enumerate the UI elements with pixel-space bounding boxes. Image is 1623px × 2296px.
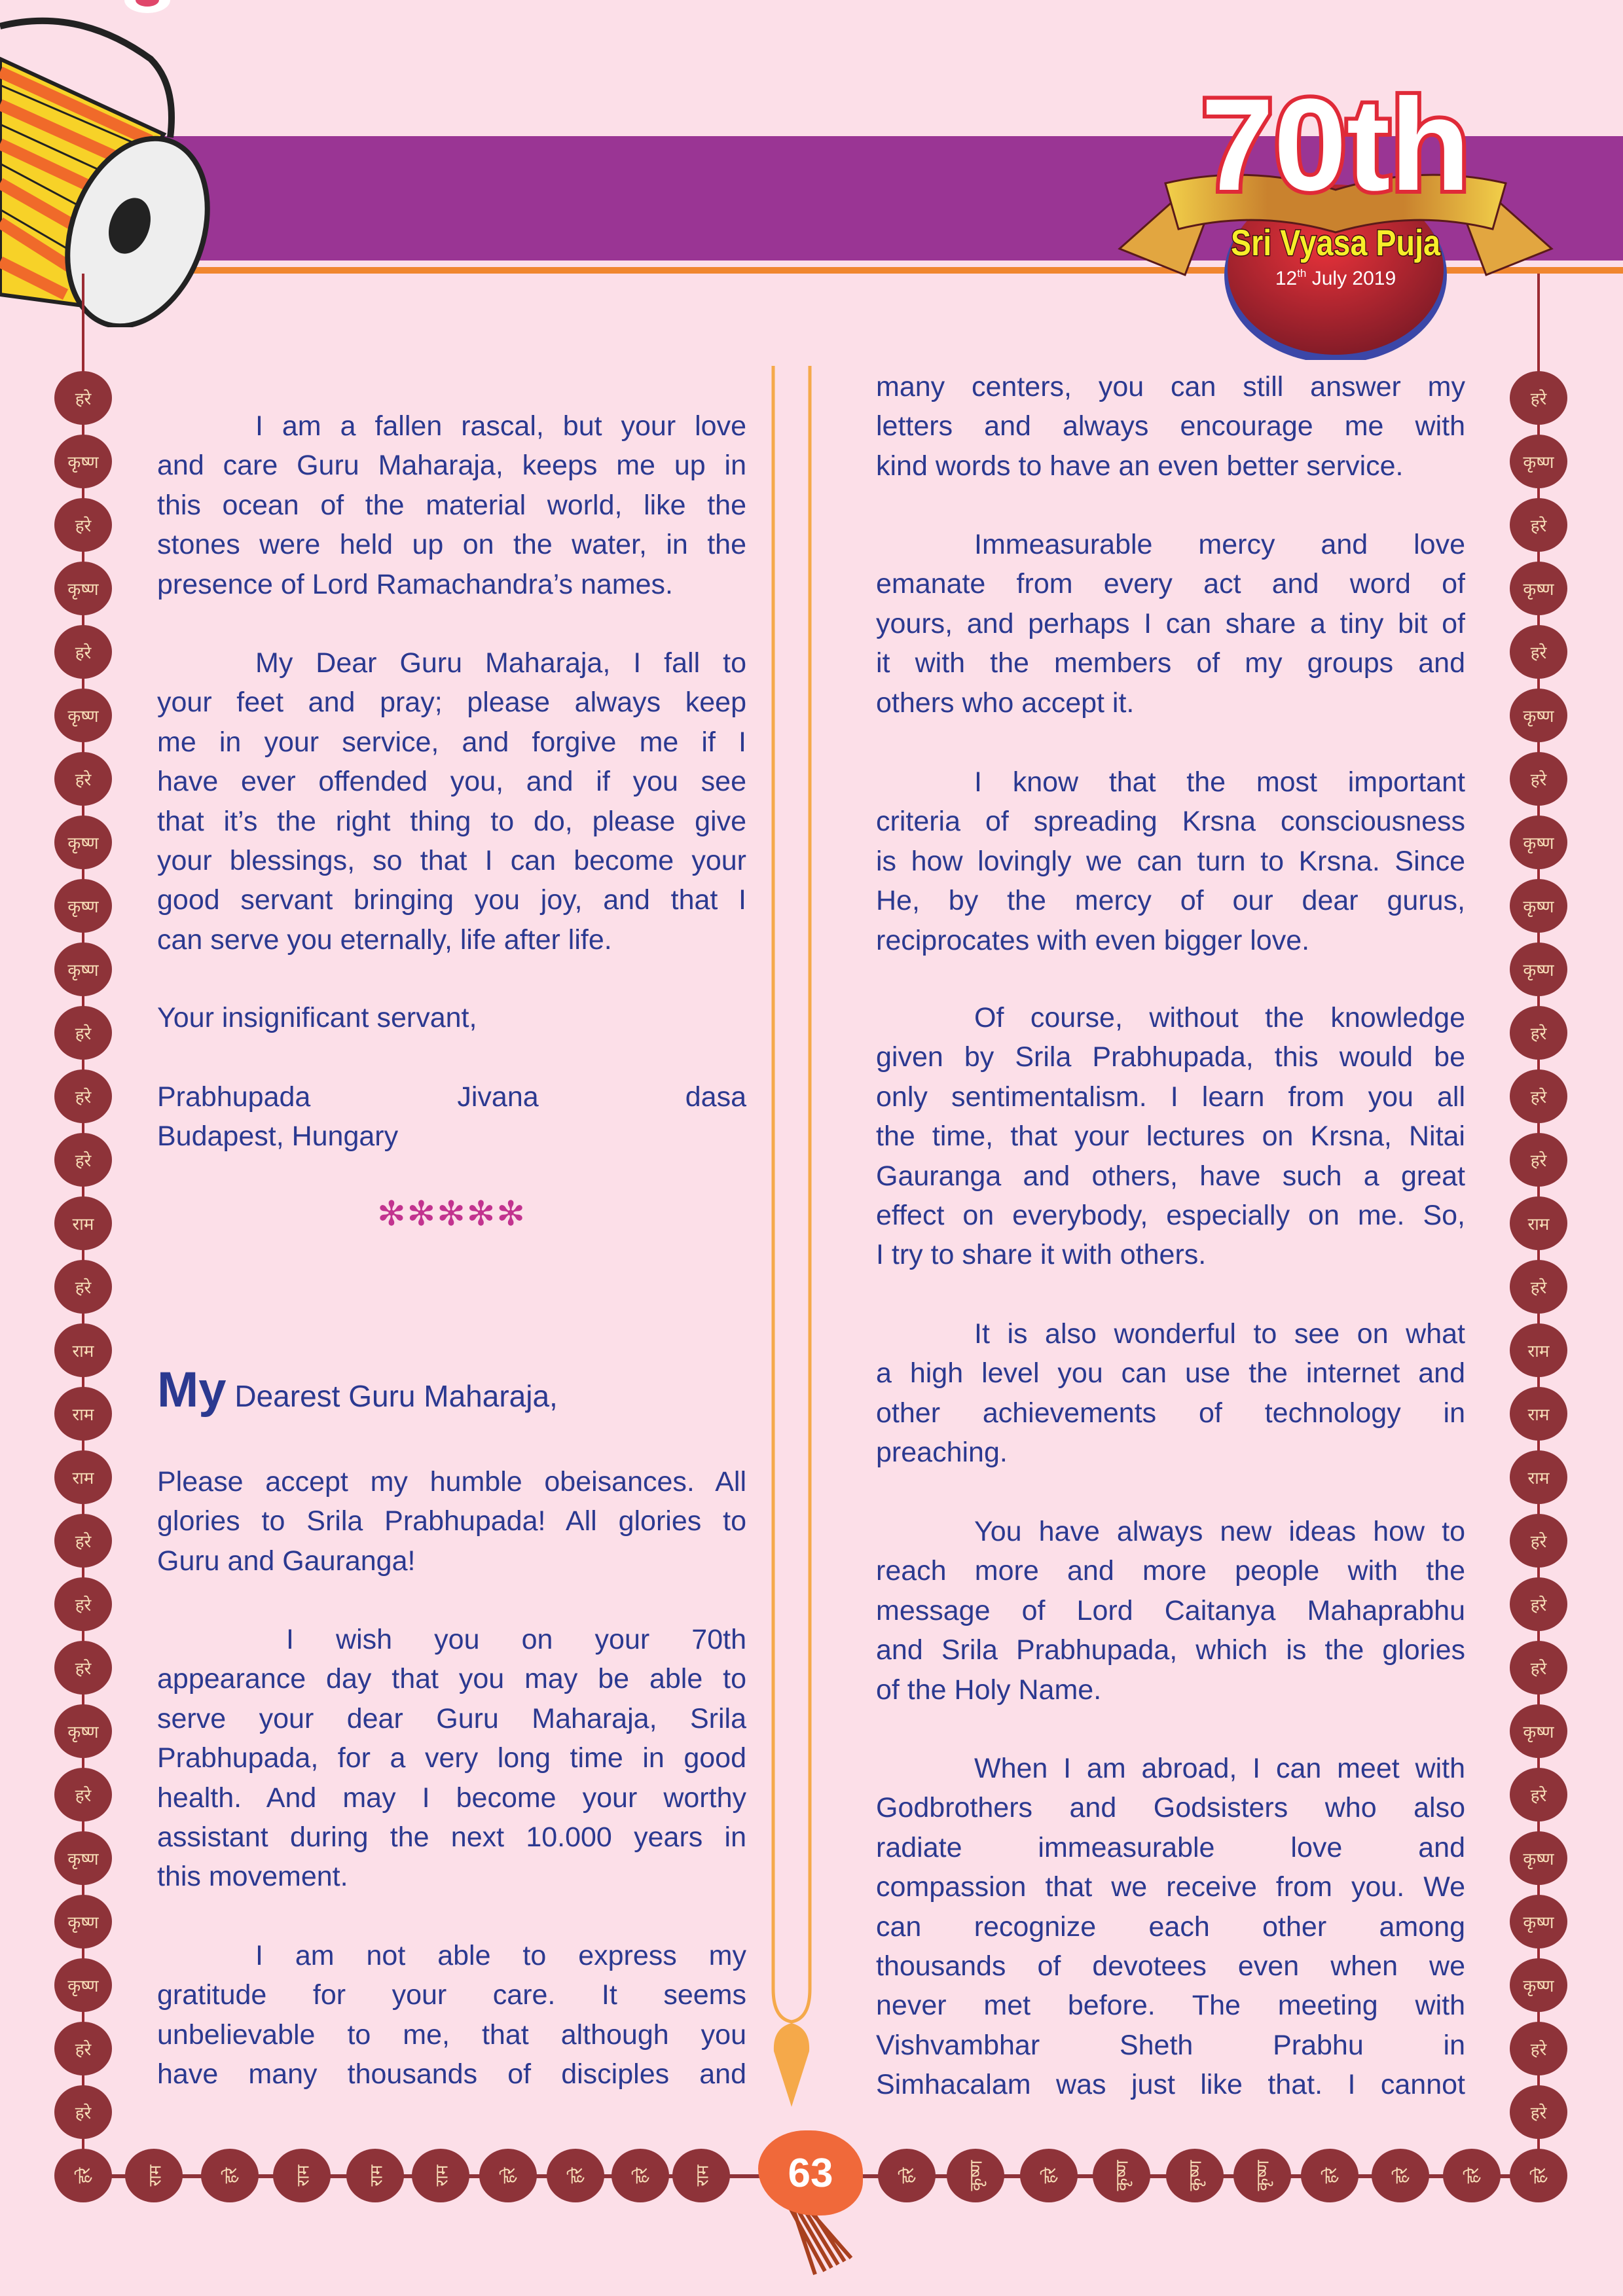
japa-bead xyxy=(1510,1514,1567,1568)
text-line: Please accept my humble obeisances. All xyxy=(157,1466,746,1498)
japa-bead xyxy=(54,1768,112,1821)
text-line: effect on everybody, especially on me. So, xyxy=(876,1199,1465,1231)
japa-bead xyxy=(1510,879,1567,933)
japa-bead xyxy=(1510,2085,1567,2139)
japa-bead xyxy=(54,498,112,552)
text-line: I know that the most important xyxy=(974,766,1465,798)
paragraph xyxy=(157,643,746,960)
bead-label: कृष्ण xyxy=(67,897,99,917)
japa-bead xyxy=(54,1958,112,2012)
bead-label: हरे xyxy=(1530,2040,1547,2060)
text-line: It is also wonderful to see on what xyxy=(974,1318,1465,1350)
bead-label: कृष्ण xyxy=(67,834,99,853)
text-line: Budapest, Hungary xyxy=(157,1121,399,1153)
japa-bead xyxy=(346,2149,404,2202)
bead-label: कृष्ण xyxy=(1523,1913,1554,1933)
bead-label: कृष्ण xyxy=(67,580,99,600)
japa-bead xyxy=(54,2085,112,2139)
bead-label: कृष्ण xyxy=(67,1913,99,1933)
bead-label: हरे xyxy=(1530,1532,1547,1552)
bead-label: हरे xyxy=(75,2104,92,2123)
japa-bead xyxy=(1510,1260,1567,1314)
text-line: reach more and more people with the xyxy=(876,1555,1465,1587)
bead-label: कृष्ण xyxy=(1523,1977,1554,1996)
bead-label: कृष्ण xyxy=(1523,897,1554,917)
text-line: Guru and Gauranga! xyxy=(157,1545,416,1577)
text-line: presence of Lord Ramachandra’s names. xyxy=(157,568,673,600)
text-line: a high level you can use the internet and xyxy=(876,1357,1465,1390)
bead-label: हरे xyxy=(1040,2167,1060,2184)
bead-label: हरे xyxy=(74,2167,94,2184)
bead-label: हरे xyxy=(1530,1151,1547,1171)
japa-bead xyxy=(54,879,112,933)
section-separator-stars: ✻✻✻✻✻ xyxy=(377,1195,526,1233)
bead-label: हरे xyxy=(75,516,92,536)
japa-bead xyxy=(672,2149,730,2202)
bead-label: हरे xyxy=(221,2167,241,2184)
japa-bead xyxy=(54,1006,112,1060)
text-line: unbelievable to me, that although you xyxy=(157,2018,746,2051)
text-line: letters and always encourage me with xyxy=(876,410,1465,442)
japa-bead xyxy=(1510,1196,1567,1250)
japa-bead xyxy=(1510,816,1567,869)
japa-bead xyxy=(479,2149,537,2202)
text-line: appearance day that you may be able to xyxy=(157,1663,746,1695)
japa-bead xyxy=(878,2149,936,2202)
text-line: kind words to have an even better service. xyxy=(876,450,1404,482)
japa-bead xyxy=(1233,2149,1291,2202)
text-line: You have always new ideas how to xyxy=(974,1516,1465,1547)
bead-label: हरे xyxy=(1530,770,1547,790)
bead-label: हरे xyxy=(1530,1786,1547,1806)
page-number: 63 xyxy=(758,2130,863,2215)
bead-label: राम xyxy=(1527,1215,1550,1234)
bead-label: हरे xyxy=(1529,2167,1550,2184)
bead-label: हरे xyxy=(1530,1024,1547,1044)
japa-bead xyxy=(54,2149,112,2202)
japa-bead xyxy=(54,562,112,615)
japa-bead xyxy=(54,625,112,679)
japa-bead xyxy=(54,1387,112,1441)
japa-bead xyxy=(1510,1704,1567,1758)
bead-label: हरे xyxy=(1321,2167,1341,2184)
bead-label: हरे xyxy=(75,1659,92,1679)
text-line: the time, that your lectures on Krsna, Nitai xyxy=(876,1121,1465,1153)
japa-bead xyxy=(54,1450,112,1504)
text-line: gratitude for your care. It seems xyxy=(157,1979,746,2011)
text-line: I am a fallen rascal, but your love xyxy=(255,410,746,442)
bead-label: राम xyxy=(431,2164,452,2187)
japa-bead xyxy=(54,1069,112,1123)
letter-salutation-heading xyxy=(157,1361,558,1418)
japa-bead xyxy=(1510,498,1567,552)
bead-label: हरे xyxy=(631,2167,651,2184)
text-line: reciprocates with even bigger love. xyxy=(876,924,1310,956)
text-line: Vishvambhar Sheth Prabhu in xyxy=(876,2029,1465,2061)
bead-label: हरे xyxy=(75,1278,92,1298)
text-line: compassion that we receive from you. We xyxy=(876,1871,1465,1903)
bead-label: कृष्ण xyxy=(1523,580,1554,600)
japa-bead xyxy=(547,2149,604,2202)
text-line: thousands of devotees even when we xyxy=(876,1950,1465,1982)
text-line: yours, and perhaps I can share a tiny bit of xyxy=(876,607,1465,639)
bead-label: हरे xyxy=(1530,643,1547,663)
badge-date: 12th July 2019 xyxy=(1275,267,1396,289)
text-line: is how lovingly we can turn to Krsna. Since xyxy=(876,845,1465,877)
text-line: Of course, without the knowledge xyxy=(974,1002,1465,1033)
bead-label: कृष्ण xyxy=(67,1850,99,1869)
text-line: criteria of spreading Krsna consciousness xyxy=(876,806,1465,838)
japa-bead xyxy=(1510,625,1567,679)
paragraph xyxy=(876,1314,1465,1473)
badge-number: 70th xyxy=(1201,72,1470,218)
anniversary-badge xyxy=(1106,59,1565,360)
text-line: can serve you eternally, life after life. xyxy=(157,924,612,956)
japa-bead xyxy=(54,689,112,742)
japa-bead xyxy=(947,2149,1004,2202)
bead-label: हरे xyxy=(1530,389,1547,409)
text-line: message of Lord Caitanya Mahaprabhu xyxy=(876,1594,1465,1626)
text-line: only sentimentalism. I learn from you all xyxy=(876,1081,1465,1113)
japa-bead xyxy=(54,2022,112,2075)
paragraph xyxy=(876,1512,1465,1710)
text-line: and Srila Prabhupada, which is the glories xyxy=(876,1634,1465,1666)
bead-label: कृष्ण xyxy=(1186,2160,1206,2191)
text-line: of the Holy Name. xyxy=(876,1674,1102,1706)
japa-bead xyxy=(1510,1958,1567,2012)
japa-bead xyxy=(1510,1831,1567,1885)
japa-bead xyxy=(1020,2149,1078,2202)
japa-bead xyxy=(54,435,112,488)
japa-bead xyxy=(1510,1069,1567,1123)
bead-label: हरे xyxy=(1530,1596,1547,1615)
japa-bead xyxy=(54,1641,112,1695)
bead-label: राम xyxy=(1527,1342,1550,1361)
text-line: I am not able to express my xyxy=(255,1940,746,1971)
text-line: Immeasurable mercy and love xyxy=(974,529,1465,560)
japa-bead xyxy=(54,752,112,806)
japa-bead xyxy=(611,2149,669,2202)
japa-bead xyxy=(273,2149,331,2202)
bead-label: कृष्ण xyxy=(1112,2160,1133,2191)
text-line: My Dear Guru Maharaja, I fall to xyxy=(255,647,746,679)
text-line: can recognize each other among xyxy=(876,1910,1465,1943)
japa-bead xyxy=(1510,1895,1567,1948)
text-line: Your insignificant servant, xyxy=(157,1002,477,1033)
bead-label: राम xyxy=(72,1342,94,1361)
paragraph xyxy=(157,1620,746,1897)
japa-bead xyxy=(1510,1323,1567,1377)
text-line: this ocean of the material world, like the xyxy=(157,489,746,521)
paragraph xyxy=(876,998,1465,1275)
text-line: that it’s the right thing to do, please give xyxy=(157,805,746,837)
bead-label: राम xyxy=(1527,1405,1550,1425)
text-line: Godbrothers and Godsisters who also xyxy=(876,1792,1465,1824)
japa-bead xyxy=(1510,562,1567,615)
japa-bead xyxy=(1510,1006,1567,1060)
bead-label: हरे xyxy=(1463,2167,1483,2184)
japa-bead xyxy=(54,816,112,869)
bead-label: राम xyxy=(1527,1469,1550,1488)
japa-bead xyxy=(54,1704,112,1758)
paragraph xyxy=(157,1936,746,2094)
paragraph xyxy=(876,1749,1465,2105)
text-line: emanate from every act and word of xyxy=(876,568,1465,600)
japa-bead xyxy=(1510,371,1567,425)
bead-label: कृष्ण xyxy=(67,1977,99,1996)
paragraph xyxy=(157,406,746,604)
text-line: this movement. xyxy=(157,1861,348,1893)
bead-label: हरे xyxy=(566,2167,587,2184)
text-line: radiate immeasurable love and xyxy=(876,1831,1465,1863)
paragraph xyxy=(876,367,1465,486)
bead-label: हरे xyxy=(1530,1659,1547,1679)
text-line: Prabhupada Jivana dasa xyxy=(157,1081,746,1113)
mridanga-drum-illustration xyxy=(0,0,216,327)
text-line: I wish you on your 70th xyxy=(286,1624,746,1655)
bead-label: हरे xyxy=(75,643,92,663)
japa-bead xyxy=(54,1260,112,1314)
japa-bead xyxy=(1510,1577,1567,1631)
japa-bead xyxy=(1301,2149,1359,2202)
bead-label: हरे xyxy=(75,2040,92,2060)
japa-bead xyxy=(1510,1450,1567,1504)
text-line: I try to share it with others. xyxy=(876,1239,1207,1271)
text-line: others who accept it. xyxy=(876,687,1135,719)
text-line: Prabhupada, for a very long time in good xyxy=(157,1742,746,1774)
badge-title: Sri Vyasa Puja xyxy=(1231,222,1441,263)
paragraph xyxy=(157,998,746,1037)
japa-bead xyxy=(54,371,112,425)
bead-label: कृष्ण xyxy=(67,1723,99,1742)
salutation-text: Dearest Guru Maharaja, xyxy=(226,1379,558,1413)
japa-bead xyxy=(54,1895,112,1948)
bead-label: हरे xyxy=(75,1596,92,1615)
japa-bead xyxy=(54,1831,112,1885)
japa-bead xyxy=(1510,1133,1567,1187)
bead-label: राम xyxy=(72,1215,94,1234)
tassel-icon xyxy=(786,2206,858,2278)
bead-label: हरे xyxy=(499,2167,519,2184)
text-line: and care Guru Maharaja, keeps me up in xyxy=(157,450,746,482)
text-line: your feet and pray; please always keep xyxy=(157,687,746,719)
drop-word: My xyxy=(157,1362,227,1418)
text-line: health. And may I become your worthy xyxy=(157,1782,746,1814)
japa-bead xyxy=(1510,1387,1567,1441)
bead-label: राम xyxy=(72,1469,94,1488)
bead-label: हरे xyxy=(75,1151,92,1171)
text-line: have many thousands of disciples and xyxy=(157,2058,746,2090)
japa-bead xyxy=(54,1577,112,1631)
japa-bead xyxy=(1510,2022,1567,2075)
bead-label: राम xyxy=(692,2164,712,2187)
japa-bead xyxy=(1510,435,1567,488)
text-line: other achievements of technology in xyxy=(876,1397,1465,1429)
bead-label: हरे xyxy=(1530,1278,1547,1298)
text-line: have ever offended you, and if you see xyxy=(157,766,746,798)
bead-label: राम xyxy=(145,2164,165,2187)
text-line: good servant bringing you joy, and that I xyxy=(157,884,746,916)
bead-label: कृष्ण xyxy=(67,707,99,726)
bead-label: कृष्ण xyxy=(1523,1723,1554,1742)
bead-label: राम xyxy=(366,2164,386,2187)
text-line: serve your dear Guru Maharaja, Srila xyxy=(157,1702,746,1734)
japa-bead xyxy=(54,1323,112,1377)
bead-label: हरे xyxy=(1530,1088,1547,1107)
japa-bead xyxy=(1510,689,1567,742)
japa-bead xyxy=(1510,2149,1567,2202)
text-line: it with the members of my groups and xyxy=(876,647,1465,679)
bead-label: कृष्ण xyxy=(67,961,99,980)
japa-bead xyxy=(1093,2149,1150,2202)
text-line: me in your service, and forgive me if I xyxy=(157,726,746,758)
text-line: your blessings, so that I can become your xyxy=(157,844,746,876)
text-line: glories to Srila Prabhupada! All glories to xyxy=(157,1505,746,1537)
japa-bead xyxy=(1510,752,1567,806)
bead-label: हरे xyxy=(1391,2167,1412,2184)
bead-label: कृष्ण xyxy=(966,2160,987,2191)
paragraph xyxy=(876,525,1465,723)
bead-label: हरे xyxy=(75,389,92,409)
bead-label: कृष्ण xyxy=(1523,834,1554,853)
bead-label: हरे xyxy=(1530,516,1547,536)
text-line: Simhacalam was just like that. I cannot xyxy=(876,2069,1465,2101)
japa-bead xyxy=(1510,1768,1567,1821)
bead-label: कृष्ण xyxy=(1523,961,1554,980)
japa-bead xyxy=(54,1196,112,1250)
text-line: Gauranga and others, have such a great xyxy=(876,1160,1465,1192)
bead-label: हरे xyxy=(75,1088,92,1107)
japa-bead xyxy=(201,2149,259,2202)
text-line: never met before. The meeting with xyxy=(876,1990,1465,2022)
bead-label: हरे xyxy=(75,1532,92,1552)
japa-bead xyxy=(1166,2149,1224,2202)
text-line: He, by the mercy of our dear gurus, xyxy=(876,885,1465,917)
bead-label: कृष्ण xyxy=(67,453,99,473)
bead-label: राम xyxy=(293,2164,313,2187)
paragraph xyxy=(157,1077,746,1157)
japa-bead xyxy=(1372,2149,1429,2202)
paragraph xyxy=(157,1462,746,1581)
japa-bead xyxy=(54,942,112,996)
text-line: stones were held up on the water, in the xyxy=(157,529,746,561)
japa-bead xyxy=(125,2149,183,2202)
japa-bead xyxy=(1443,2149,1501,2202)
bead-label: हरे xyxy=(898,2167,918,2184)
text-line: preaching. xyxy=(876,1437,1008,1469)
japa-bead xyxy=(54,1133,112,1187)
column-divider-pendant xyxy=(771,366,812,2107)
bead-label: हरे xyxy=(75,770,92,790)
bead-label: कृष्ण xyxy=(1523,707,1554,726)
bead-label: राम xyxy=(72,1405,94,1425)
text-line: many centers, you can still answer my xyxy=(876,371,1465,403)
bead-label: हरे xyxy=(1530,2104,1547,2123)
bead-label: कृष्ण xyxy=(1523,453,1554,473)
bead-label: कृष्ण xyxy=(1523,1850,1554,1869)
text-line: When I am abroad, I can meet with xyxy=(974,1753,1465,1784)
japa-bead xyxy=(412,2149,469,2202)
text-line: given by Srila Prabhupada, this would be xyxy=(876,1041,1465,1073)
bead-label: कृष्ण xyxy=(1253,2160,1273,2191)
japa-bead xyxy=(1510,942,1567,996)
japa-bead xyxy=(54,1514,112,1568)
bead-label: हरे xyxy=(75,1786,92,1806)
bead-label: हरे xyxy=(75,1024,92,1044)
paragraph xyxy=(876,762,1465,960)
japa-bead xyxy=(1510,1641,1567,1695)
text-line: assistant during the next 10.000 years in xyxy=(157,1821,746,1853)
